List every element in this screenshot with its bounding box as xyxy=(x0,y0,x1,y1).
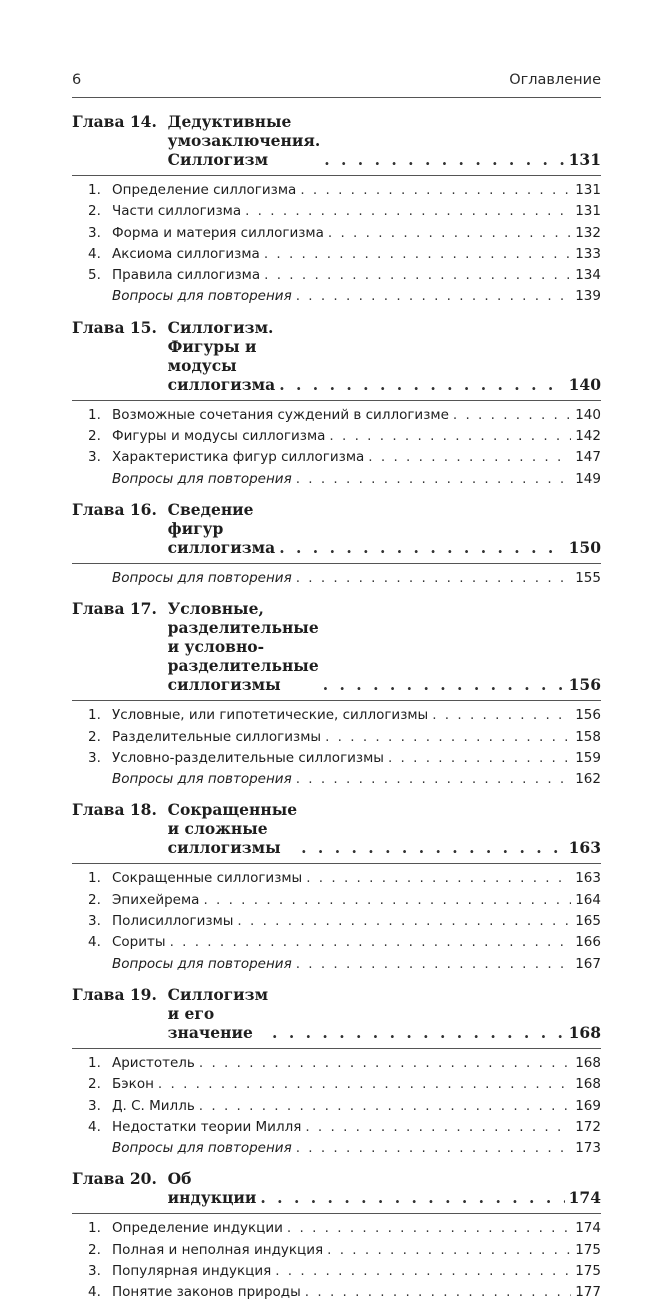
running-title: Оглавление xyxy=(509,72,601,88)
section-entry[interactable] xyxy=(72,1053,601,1074)
chapter-heading[interactable] xyxy=(72,985,601,1049)
dot-leader xyxy=(453,405,571,426)
dot-leader xyxy=(323,675,565,694)
section-number: 2. xyxy=(88,728,101,745)
section-page-number: 140 xyxy=(575,406,601,423)
section-page-number: 163 xyxy=(575,870,601,887)
chapter-block xyxy=(72,1169,601,1303)
section-page-number: 169 xyxy=(575,1097,601,1114)
dot-leader xyxy=(199,1053,571,1074)
chapter-title: Условные, разделительные и условно-разделительные силлогизмы xyxy=(167,599,319,695)
header-divider xyxy=(72,97,601,98)
chapter-heading-text xyxy=(72,1169,256,1207)
section-number: 3. xyxy=(88,1263,101,1280)
section-number: 3. xyxy=(88,224,101,241)
section-page-number: 173 xyxy=(575,1140,601,1157)
chapter-heading[interactable] xyxy=(72,1169,601,1214)
section-page-number: 162 xyxy=(575,771,601,788)
section-entry[interactable] xyxy=(72,1096,601,1117)
section-entry[interactable] xyxy=(72,447,601,468)
dot-leader xyxy=(306,868,571,889)
dot-leader xyxy=(328,223,571,244)
chapter-block xyxy=(72,318,601,490)
section-page-number: 156 xyxy=(575,707,601,724)
dot-leader xyxy=(272,1023,565,1042)
section-title: Характеристика фигур силлогизма xyxy=(112,449,365,466)
chapter-heading-text xyxy=(72,318,275,394)
chapter-page-number: 163 xyxy=(568,838,601,858)
chapter-heading[interactable] xyxy=(72,800,601,864)
section-page-number: 132 xyxy=(575,224,601,241)
section-page-number: 134 xyxy=(575,267,601,284)
section-number: 4. xyxy=(88,934,101,951)
section-title: Вопросы для повторения xyxy=(112,771,292,788)
section-page-number: 175 xyxy=(575,1263,601,1280)
dot-leader xyxy=(324,150,564,169)
section-number: 2. xyxy=(88,428,101,445)
dot-leader xyxy=(388,748,571,769)
section-entry[interactable] xyxy=(72,890,601,911)
section-title: Полисиллогизмы xyxy=(112,913,234,930)
dot-leader xyxy=(264,244,571,265)
dot-leader xyxy=(279,375,564,394)
section-number: 1. xyxy=(88,707,101,724)
section-page-number: 142 xyxy=(575,428,601,445)
section-page-number: 172 xyxy=(575,1118,601,1135)
chapter-block xyxy=(72,500,601,589)
section-number: 5. xyxy=(88,267,101,284)
dot-leader xyxy=(237,911,571,932)
section-number: 2. xyxy=(88,203,101,220)
dot-leader xyxy=(203,890,571,911)
section-page-number: 131 xyxy=(575,203,601,220)
review-questions-entry[interactable] xyxy=(72,568,601,589)
section-title: Недостатки теории Милля xyxy=(112,1118,302,1135)
section-number: 2. xyxy=(88,891,101,908)
chapter-title: Сведение фигур силлогизма xyxy=(167,499,276,557)
section-title: Сокращенные силлогизмы xyxy=(112,870,303,887)
dot-leader xyxy=(275,1261,571,1282)
section-entry[interactable] xyxy=(72,868,601,889)
chapter-block xyxy=(72,112,601,308)
section-entry[interactable] xyxy=(72,405,601,426)
section-title: Разделительные силлогизмы xyxy=(112,728,322,745)
dot-leader xyxy=(329,426,571,447)
dot-leader xyxy=(287,1218,571,1239)
section-title: Вопросы для повторения xyxy=(112,955,292,972)
section-title: Определение индукции xyxy=(112,1220,283,1237)
section-page-number: 166 xyxy=(575,934,601,951)
chapter-title: Об индукции xyxy=(167,1169,257,1208)
section-title: Части силлогизма xyxy=(112,203,242,220)
section-entry[interactable] xyxy=(72,223,601,244)
chapter-label: Глава 20. xyxy=(72,1169,157,1189)
dot-leader xyxy=(296,286,572,307)
dot-leader xyxy=(279,538,564,557)
chapter-title: Силлогизм. Фигуры и модусы силлогизма xyxy=(167,317,276,394)
review-questions-entry[interactable] xyxy=(72,954,601,975)
section-number: 4. xyxy=(88,245,101,262)
dot-leader xyxy=(296,1138,572,1159)
chapter-heading-text xyxy=(72,800,297,857)
section-entry[interactable] xyxy=(72,1074,601,1095)
section-page-number: 133 xyxy=(575,245,601,262)
section-number: 1. xyxy=(88,406,101,423)
dot-leader xyxy=(305,1117,571,1138)
section-page-number: 175 xyxy=(575,1241,601,1258)
section-entry[interactable] xyxy=(72,705,601,726)
dot-leader xyxy=(296,568,572,589)
chapter-title: Сокращенные и сложные силлогизмы xyxy=(167,800,298,858)
section-number: 1. xyxy=(88,1220,101,1237)
dot-leader xyxy=(245,201,571,222)
chapter-page-number: 140 xyxy=(568,374,601,394)
section-title: Д. С. Милль xyxy=(112,1097,195,1114)
section-entry[interactable] xyxy=(72,1240,601,1261)
section-entry[interactable] xyxy=(72,727,601,748)
section-title: Возможные сочетания суждений в силлогизме xyxy=(112,406,449,423)
chapter-page-number: 150 xyxy=(568,537,601,557)
dot-leader xyxy=(325,727,571,748)
section-title: Аристотель xyxy=(112,1054,195,1071)
section-entry[interactable] xyxy=(72,244,601,265)
section-title: Вопросы для повторения xyxy=(112,470,292,487)
chapter-page-number: 156 xyxy=(568,675,601,695)
chapter-label: Глава 17. xyxy=(72,599,157,619)
section-number: 1. xyxy=(88,870,101,887)
dot-leader xyxy=(305,1282,571,1303)
section-entry[interactable] xyxy=(72,911,601,932)
section-entry[interactable] xyxy=(72,748,601,769)
section-title: Аксиома силлогизма xyxy=(112,245,260,262)
chapter-page-number: 168 xyxy=(568,1022,601,1042)
section-entry[interactable] xyxy=(72,932,601,953)
section-title: Эпихейрема xyxy=(112,891,200,908)
section-page-number: 158 xyxy=(575,728,601,745)
section-number: 1. xyxy=(88,1054,101,1071)
section-number: 3. xyxy=(88,749,101,766)
section-entry[interactable] xyxy=(72,180,601,201)
dot-leader xyxy=(327,1240,571,1261)
section-number: 1. xyxy=(88,182,101,198)
chapter-label: Глава 14. xyxy=(72,112,157,131)
dot-leader xyxy=(158,1074,571,1095)
dot-leader xyxy=(300,180,571,201)
section-title: Условные, или гипотетические, силлогизмы xyxy=(112,707,429,724)
section-page-number: 147 xyxy=(575,449,601,466)
chapter-heading-text xyxy=(72,599,319,694)
section-entry[interactable] xyxy=(72,1282,601,1303)
review-questions-entry[interactable] xyxy=(72,1138,601,1159)
dot-leader xyxy=(264,265,571,286)
dot-leader xyxy=(296,769,572,790)
chapter-title: Дедуктивные умозаключения. Силлогизм xyxy=(167,112,321,169)
section-title: Форма и материя силлогизма xyxy=(112,224,324,241)
section-entry[interactable] xyxy=(72,426,601,447)
dot-leader xyxy=(296,954,572,975)
section-page-number: 165 xyxy=(575,913,601,930)
section-page-number: 155 xyxy=(575,569,601,586)
section-title: Вопросы для повторения xyxy=(112,288,292,305)
chapter-block xyxy=(72,800,601,974)
section-number: 3. xyxy=(88,1097,101,1114)
section-number: 2. xyxy=(88,1241,101,1258)
chapter-heading-text xyxy=(72,985,268,1042)
review-questions-entry[interactable] xyxy=(72,469,601,490)
chapter-heading[interactable] xyxy=(72,112,601,176)
chapter-label: Глава 16. xyxy=(72,499,157,519)
section-page-number: 174 xyxy=(575,1220,601,1237)
section-title: Популярная индукция xyxy=(112,1263,272,1280)
section-number: 2. xyxy=(88,1076,101,1093)
chapter-block xyxy=(72,985,601,1159)
section-page-number: 159 xyxy=(575,749,601,766)
section-entry[interactable] xyxy=(72,1218,601,1239)
section-entry[interactable] xyxy=(72,265,601,286)
section-title: Правила силлогизма xyxy=(112,267,261,284)
section-title: Фигуры и модусы силлогизма xyxy=(112,428,326,445)
section-number: 3. xyxy=(88,449,101,466)
chapter-label: Глава 18. xyxy=(72,800,157,820)
running-header xyxy=(72,72,601,88)
dot-leader xyxy=(368,447,571,468)
dot-leader xyxy=(260,1188,564,1207)
chapter-heading-text xyxy=(72,112,320,169)
section-page-number: 168 xyxy=(575,1076,601,1093)
section-page-number: 149 xyxy=(575,470,601,487)
section-title: Понятие законов природы xyxy=(112,1284,301,1301)
chapter-heading[interactable] xyxy=(72,599,601,701)
chapter-heading[interactable] xyxy=(72,500,601,564)
chapter-page-number: 174 xyxy=(568,1188,601,1208)
section-page-number: 164 xyxy=(575,891,601,908)
section-page-number: 168 xyxy=(575,1054,601,1071)
section-title: Полная и неполная индукция xyxy=(112,1241,324,1258)
page-number: 6 xyxy=(72,72,82,88)
section-title: Определение силлогизма xyxy=(112,182,297,198)
chapter-block xyxy=(72,599,601,790)
chapter-page-number: 131 xyxy=(568,150,601,169)
section-number: 3. xyxy=(88,913,101,930)
chapter-title: Силлогизм и его значение xyxy=(167,984,269,1042)
chapter-label: Глава 19. xyxy=(72,984,157,1004)
review-questions-entry[interactable] xyxy=(72,769,601,790)
section-title: Вопросы для повторения xyxy=(112,1140,292,1157)
dot-leader xyxy=(170,932,572,953)
section-entry[interactable] xyxy=(72,1117,601,1138)
chapter-heading[interactable] xyxy=(72,318,601,401)
section-page-number: 167 xyxy=(575,955,601,972)
section-title: Вопросы для повторения xyxy=(112,569,292,586)
section-entry[interactable] xyxy=(72,1261,601,1282)
dot-leader xyxy=(432,705,571,726)
section-page-number: 131 xyxy=(575,182,601,198)
table-of-contents xyxy=(72,112,601,1314)
section-entry[interactable] xyxy=(72,201,601,222)
dot-leader xyxy=(296,469,572,490)
dot-leader xyxy=(301,838,565,857)
chapter-heading-text xyxy=(72,500,275,557)
section-title: Сориты xyxy=(112,934,166,951)
section-number: 4. xyxy=(88,1284,101,1301)
review-questions-entry[interactable] xyxy=(72,286,601,307)
section-number: 4. xyxy=(88,1118,101,1135)
dot-leader xyxy=(199,1096,571,1117)
section-page-number: 139 xyxy=(575,288,601,305)
section-page-number: 177 xyxy=(575,1284,601,1301)
section-title: Бэкон xyxy=(112,1076,154,1093)
section-title: Условно-разделительные силлогизмы xyxy=(112,749,384,766)
chapter-label: Глава 15. xyxy=(72,317,157,337)
